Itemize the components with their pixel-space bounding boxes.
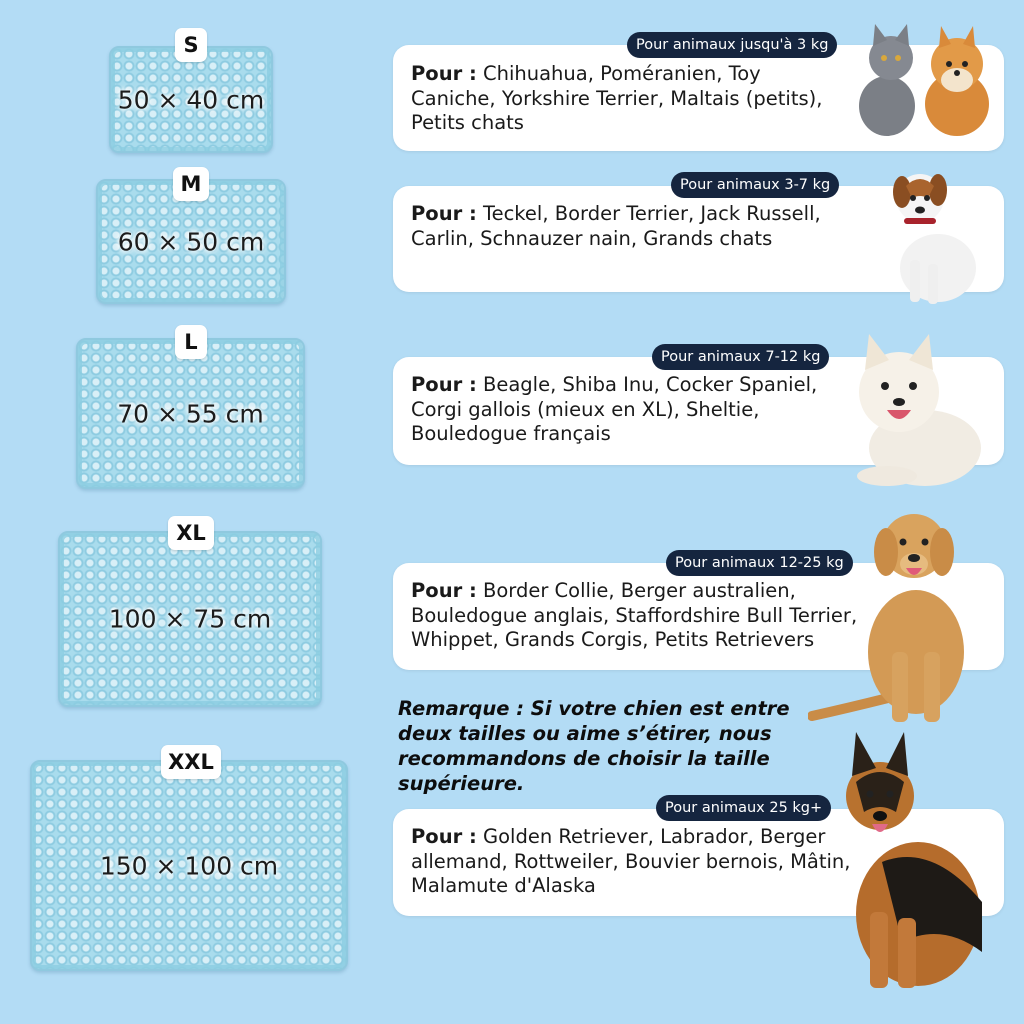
remark-note: Remarque : Si votre chien est entre deux tailles ou aime s’étirer, nous recommandons de choisir la taille supérieure.	[398, 697, 790, 795]
weight-pill-xxl: Pour animaux 25 kg+	[656, 795, 831, 821]
size-badge-m: M	[173, 167, 209, 201]
breed-list: Chihuahua, Poméranien, Toy Caniche, Yorkshire Terrier, Maltais (petits), Petits chats	[411, 62, 823, 134]
german-shepherd-photo	[832, 732, 992, 994]
weight-pill-l: Pour animaux 7-12 kg	[652, 344, 829, 370]
breed-list: Teckel, Border Terrier, Jack Russell, Carlin, Schnauzer nain, Grands chats	[411, 202, 821, 250]
breed-text	[411, 373, 851, 447]
mat-s	[109, 46, 273, 153]
size-badge-xl: XL	[168, 516, 214, 550]
mat-dimensions: 70 × 55 cm	[117, 399, 264, 428]
weight-pill-m: Pour animaux 3-7 kg	[671, 172, 839, 198]
weight-pill-s: Pour animaux jusqu'à 3 kg	[627, 32, 837, 58]
weight-pill-xl: Pour animaux 12-25 kg	[666, 550, 853, 576]
golden-retriever-photo	[808, 502, 978, 732]
breed-lead: Pour :	[411, 373, 477, 396]
white-dog-photo	[843, 330, 983, 490]
breed-lead: Pour :	[411, 579, 477, 602]
breed-lead: Pour :	[411, 825, 477, 848]
breed-list: Golden Retriever, Labrador, Berger allemand, Rottweiler, Bouvier bernois, Mâtin, Malamute d'Alaska	[411, 825, 851, 897]
mat-dimensions: 150 × 100 cm	[99, 851, 279, 880]
jack-russell-photo	[880, 168, 980, 308]
breed-list: Beagle, Shiba Inu, Cocker Spaniel, Corgi gallois (mieux en XL), Sheltie, Bouledogue français	[411, 373, 818, 445]
size-badge-xxl: XXL	[161, 745, 221, 779]
breed-text	[411, 825, 851, 899]
mat-l	[76, 338, 305, 489]
mat-dimensions: 60 × 50 cm	[117, 227, 265, 256]
mat-xl	[58, 531, 322, 707]
size-badge-s: S	[175, 28, 207, 62]
breed-lead: Pour :	[411, 202, 477, 225]
size-badge-l: L	[175, 325, 207, 359]
mat-dimensions: 100 × 75 cm	[108, 604, 272, 634]
breed-lead: Pour :	[411, 62, 477, 85]
mat-xxl	[30, 760, 348, 971]
breed-text	[411, 62, 851, 136]
breed-text	[411, 202, 851, 251]
mat-dimensions: 50 × 40 cm	[117, 85, 265, 114]
cat-and-pomeranian-photo	[855, 18, 995, 138]
breed-list: Border Collie, Berger australien, Bouledogue anglais, Staffordshire Bull Terrier, Whippet, Grands Corgis, Petits Retrievers	[411, 579, 858, 651]
